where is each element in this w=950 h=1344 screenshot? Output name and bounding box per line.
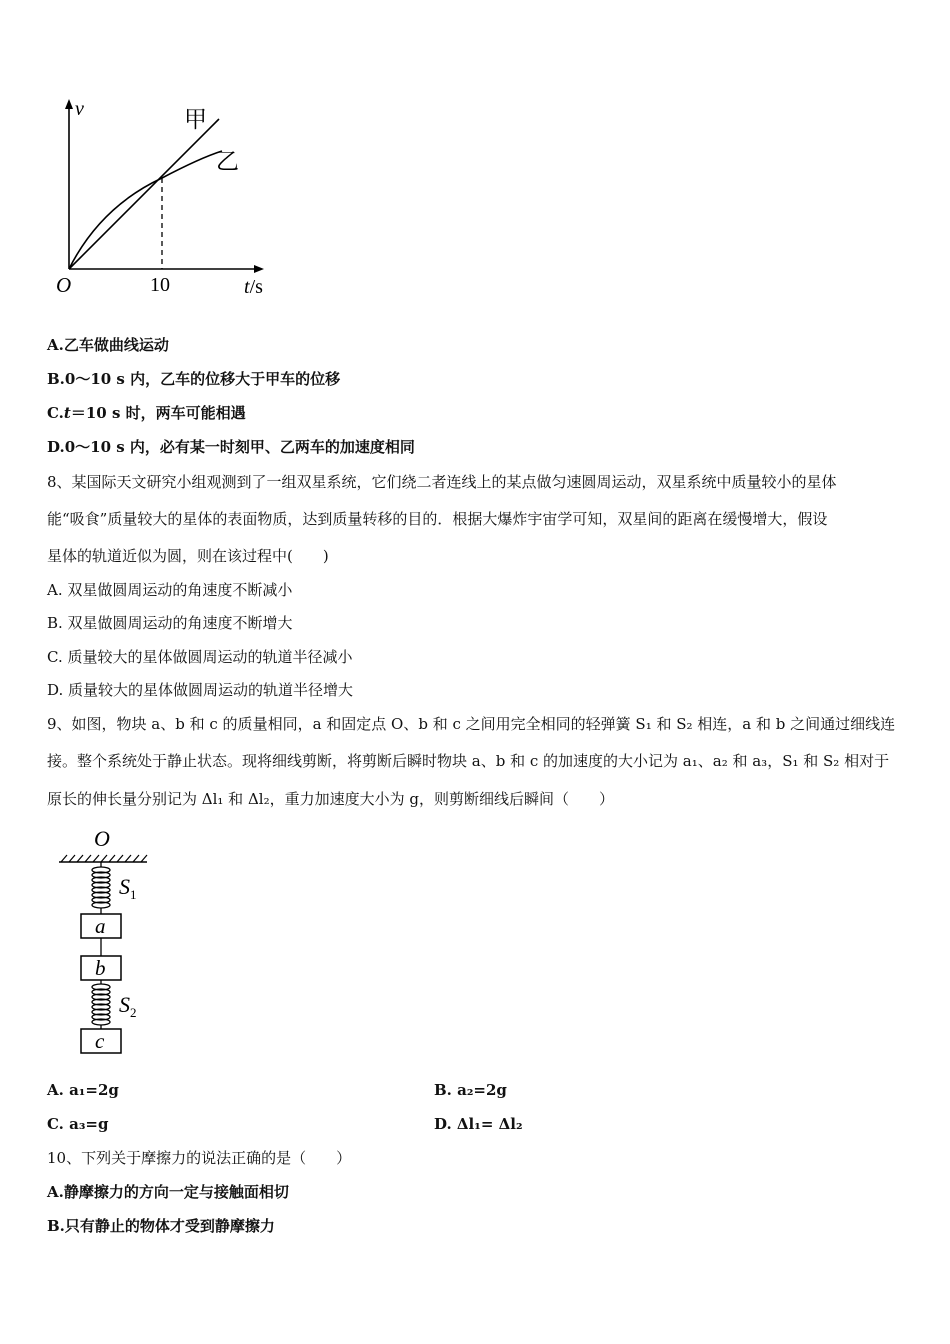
block-b-label: b	[95, 956, 106, 980]
fixed-point-label: O	[94, 826, 110, 851]
y-axis-label: v	[75, 98, 84, 120]
q10-option-b: B.只有静止的物体才受到静摩擦力	[47, 1217, 275, 1235]
q8-option-c: C. 质量较大的星体做圆周运动的轨道半径减小	[47, 648, 353, 666]
q8-option-a: A. 双星做圆周运动的角速度不断减小	[47, 581, 293, 599]
ceiling-hatch	[61, 855, 147, 862]
q7-option-d: D.0～10 s 内，必有某一时刻甲、乙两车的加速度相同	[47, 438, 415, 456]
q7-option-c: C.t＝10 s 时，两车可能相遇	[47, 404, 246, 422]
tick-label-10: 10	[150, 274, 170, 296]
velocity-time-graph	[50, 95, 280, 305]
block-a-label: a	[95, 914, 106, 938]
spring-s2	[92, 980, 110, 1029]
spring-s1-label: $S_1$	[119, 874, 137, 902]
q8-stem-line1: 8、某国际天文研究小组观测到了一组双星系统，它们绕二者连线上的某点做匀速圆周运动，双星系统中质量较小的星体	[47, 473, 837, 491]
q9-stem-line3: 原长的伸长量分别记为 Δl₁ 和 Δl₂，重力加速度大小为 g，则剪断细线后瞬间（ ）	[47, 790, 614, 808]
q9-option-b: B. a₂=2g	[434, 1081, 507, 1099]
spring-s1	[92, 862, 110, 914]
curve-yi	[69, 151, 222, 269]
q9-stem-line2: 接。整个系统处于静止状态。现将细线剪断，将剪断后瞬时物块 a、b 和 c 的加速度的大小记为 a₁、a₂ 和 a₃，S₁ 和 S₂ 相对于	[47, 752, 890, 770]
q9-option-a: A. a₁=2g	[47, 1081, 119, 1099]
q10-option-a: A.静摩擦力的方向一定与接触面相切	[47, 1183, 289, 1201]
spring-block-figure	[55, 822, 165, 1062]
q9-option-d: D. Δl₁= Δl₂	[434, 1115, 523, 1133]
origin-label: O	[56, 273, 72, 297]
q9-stem-line1: 9、如图，物块 a、b 和 c 的质量相同，a 和固定点 O、b 和 c 之间用完全相同的轻弹簧 S₁ 和 S₂ 相连，a 和 b 之间通过细线连	[47, 715, 896, 733]
label-yi: 乙	[216, 149, 239, 174]
q8-stem-line2: 能“吸食”质量较大的星体的表面物质，达到质量转移的目的．根据大爆炸宇宙学可知，双星间的距离在缓慢增大，假设	[47, 510, 828, 528]
q9-option-c: C. a₃=g	[47, 1115, 109, 1133]
q8-stem-line3: 星体的轨道近似为圆，则在该过程中( )	[47, 547, 329, 565]
x-axis-arrow	[254, 265, 264, 273]
q10-stem: 10、下列关于摩擦力的说法正确的是（ ）	[47, 1149, 352, 1167]
block-c-label: c	[95, 1029, 105, 1053]
q7-option-b: B.0～10 s 内，乙车的位移大于甲车的位移	[47, 370, 341, 388]
line-jia	[69, 119, 219, 269]
q7-option-a: A.乙车做曲线运动	[47, 336, 169, 354]
x-axis-label: t/s	[244, 276, 263, 298]
q8-option-b: B. 双星做圆周运动的角速度不断增大	[47, 614, 293, 632]
y-axis-arrow	[65, 99, 73, 109]
label-jia: 甲	[184, 107, 207, 132]
q8-option-d: D. 质量较大的星体做圆周运动的轨道半径增大	[47, 681, 354, 699]
spring-s2-label: $S_2$	[119, 992, 137, 1020]
